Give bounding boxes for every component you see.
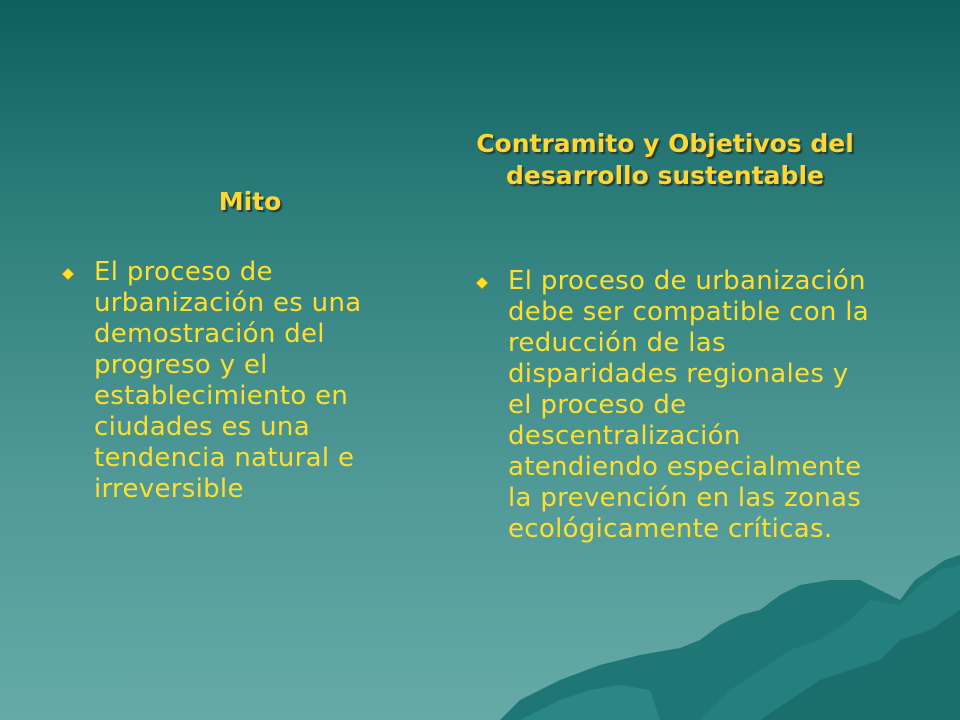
diamond-bullet-icon bbox=[62, 268, 74, 280]
mito-bullet-item bbox=[62, 257, 422, 505]
mito-bullet-text: El proceso de urbanización es una demostración del progreso y el establecimiento en ciudades es una tendencia natural e irreversible bbox=[94, 257, 362, 504]
diamond-bullet-icon bbox=[476, 277, 488, 289]
contramito-bullet-text: El proceso de urbanización debe ser compatible con la reducción de las disparidades regionales y el proceso de descentralización atendiendo especialmente la prevención en las zonas ecológicamente críticas. bbox=[508, 266, 870, 544]
mito-heading: Mito bbox=[218, 187, 282, 216]
contramito-bullet-item bbox=[476, 266, 876, 545]
contramito-heading: Contramito y Objetivos del desarrollo sustentable bbox=[476, 129, 854, 190]
